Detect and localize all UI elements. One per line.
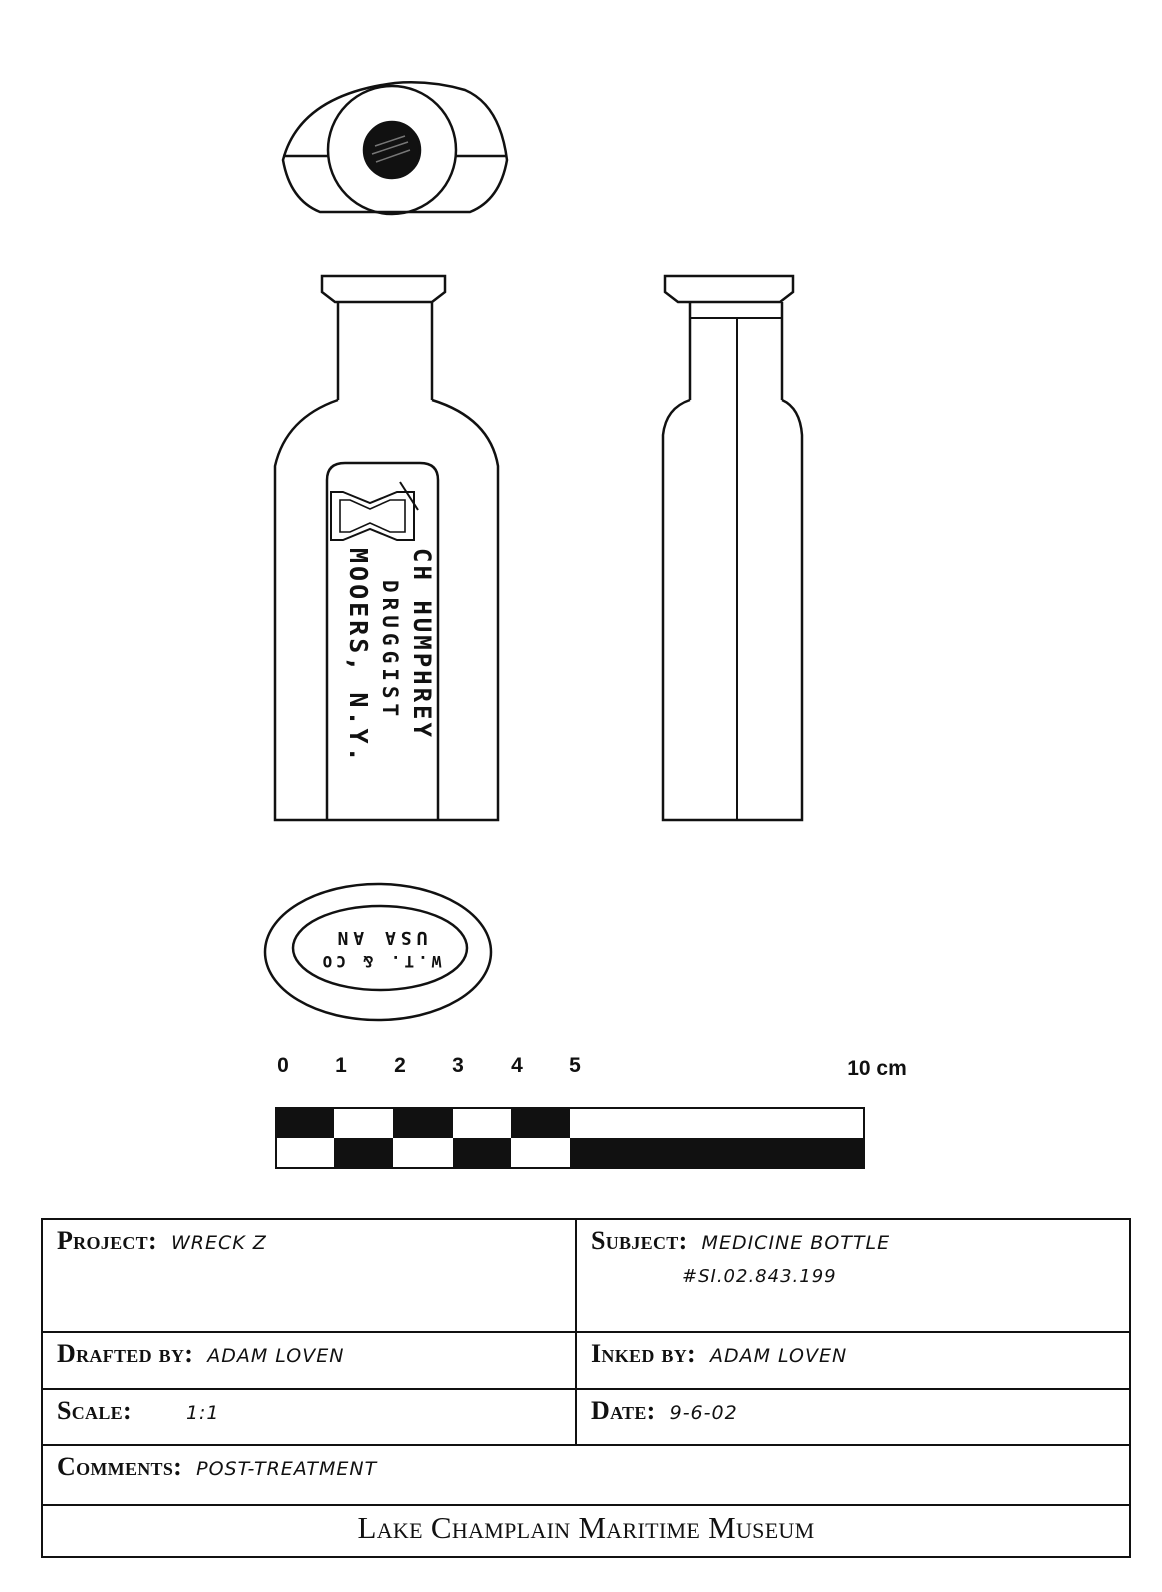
scale-label: Scale: [57,1396,132,1425]
emboss-line2: DRUGGIST [378,580,402,722]
museum-name: Lake Champlain Maritime Museum [357,1510,815,1545]
comments-cell [43,1446,1129,1504]
inked-label: Inked by: [591,1339,696,1368]
row-scale-date [43,1390,1129,1446]
row-project-subject [43,1220,1129,1333]
top-view [283,82,507,214]
date-label: Date: [591,1396,656,1425]
comments-value: POST-TREATMENT [196,1458,378,1480]
subject-value: MEDICINE BOTTLE [701,1232,891,1254]
scale-label-4: 4 [511,1054,523,1077]
scale-value: 1:1 [185,1402,220,1424]
scale-label-3: 3 [452,1054,464,1077]
title-block [41,1218,1131,1558]
museum-cell [43,1506,1129,1558]
row-museum [43,1506,1129,1558]
subject-cell [577,1220,1129,1331]
scale-cell [43,1390,577,1444]
emboss-line1: CH HUMPHREY [408,548,436,740]
front-embossing [344,548,436,765]
row-comments [43,1446,1129,1506]
base-mark [319,927,442,971]
project-value: WRECK Z [170,1232,267,1254]
base-mark-line2: W.T. & CO [318,952,442,971]
date-value: 9-6-02 [669,1402,738,1424]
subject-label: Subject: [591,1226,688,1255]
emboss-line3: MOOERS, N.Y. [344,548,373,765]
side-view [663,276,802,820]
drafted-label: Drafted by: [57,1339,194,1368]
subject-number: #SI.02.843.199 [682,1266,837,1287]
inked-value: ADAM LOVEN [710,1345,848,1367]
project-label: Project: [57,1226,157,1255]
comments-label: Comments: [57,1452,183,1481]
date-cell [577,1390,1129,1444]
scale-label-0: 0 [277,1054,289,1077]
project-cell [43,1220,577,1331]
scale-label-5: 5 [569,1054,581,1077]
inked-cell [577,1333,1129,1388]
row-drafted-inked [43,1333,1129,1390]
front-view [275,276,498,820]
base-view [265,884,491,1020]
drafted-value: ADAM LOVEN [207,1345,345,1367]
scale-end-label: 10 cm [847,1057,907,1080]
base-mark-line1: USA AN [332,927,428,948]
scale-label-2: 2 [394,1054,406,1077]
scale-bar [276,1054,907,1168]
drafted-cell [43,1333,577,1388]
scale-label-1: 1 [335,1054,347,1077]
